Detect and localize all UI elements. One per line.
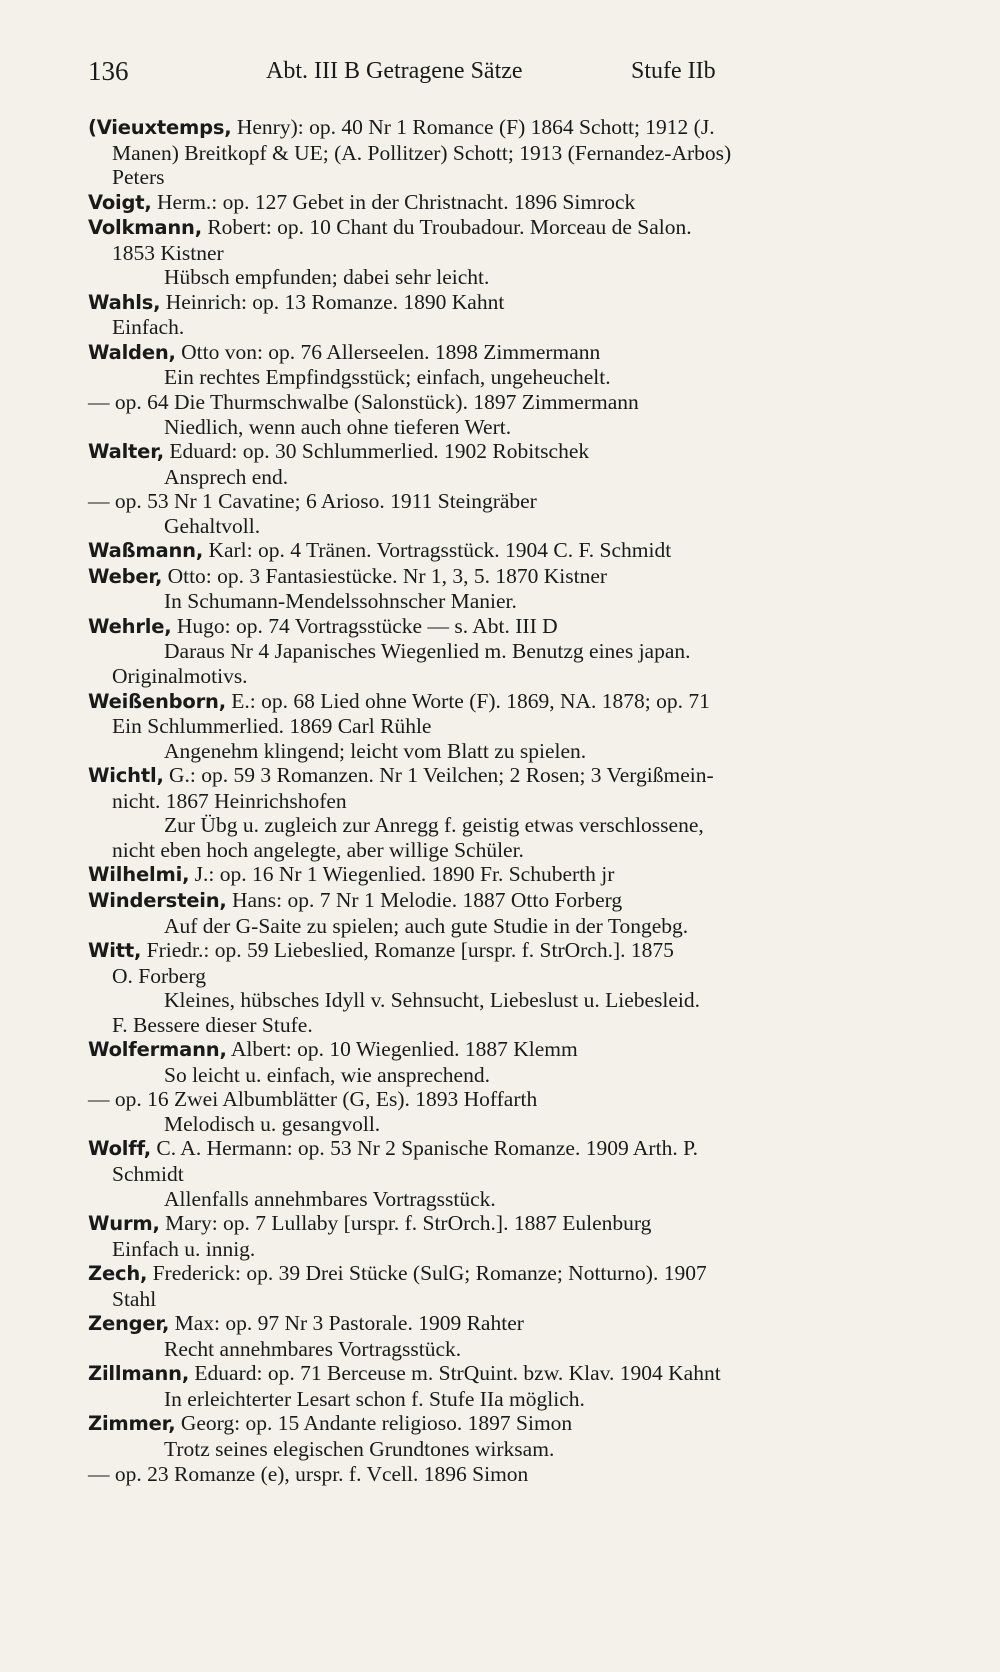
entry-continuation: 1853 Kistner <box>112 240 224 265</box>
composer-name: Zech, <box>88 1262 148 1286</box>
work-details: Eduard: op. 30 Schlummerlied. 1902 Robitschek <box>163 439 590 464</box>
composer-name: Winderstein, <box>88 888 227 912</box>
work-details: — op. 23 Romanze (e), urspr. f. Vcell. 1896 Simon <box>88 1461 529 1486</box>
entry-continuation: Originalmotivs. <box>112 664 248 689</box>
work-details: Herm.: op. 127 Gebet in der Christnacht. 1896 Simrock <box>151 189 636 214</box>
entry-head-line <box>88 115 928 141</box>
entry-continuation: Einfach. <box>112 315 185 340</box>
entry-comment: Zur Übg u. zugleich zur Anregg f. geistig etwas verschlossene, <box>164 813 704 838</box>
entry-weissenborn <box>88 689 928 764</box>
entry-list <box>88 115 928 1486</box>
entry-head-line <box>88 489 928 514</box>
entry-head-line <box>88 439 928 465</box>
entry-continuation: nicht eben hoch angelegte, aber willige Schüler. <box>112 837 524 862</box>
work-details: Mary: op. 7 Lullaby [urspr. f. StrOrch.]. 1887 Eulenburg <box>159 1211 652 1236</box>
composer-name: Wehrle, <box>88 614 172 638</box>
composer-name: (Vieuxtemps, <box>88 116 232 139</box>
composer-name: Waßmann, <box>88 539 204 563</box>
entry-head-line <box>88 1136 928 1162</box>
entry-comment: Angenehm klingend; leicht vom Blatt zu spielen. <box>164 738 587 763</box>
work-details: Otto: op. 3 Fantasiestücke. Nr 1, 3, 5. 1870 Kistner <box>162 563 608 588</box>
entry-continuation: Einfach u. innig. <box>112 1236 256 1261</box>
work-details: Hans: op. 7 Nr 1 Melodie. 1887 Otto Forberg <box>226 887 623 912</box>
entry-continuation: Schmidt <box>112 1161 184 1186</box>
entry-head-line <box>88 1261 928 1287</box>
entry-head-line <box>88 938 928 964</box>
work-details: — op. 64 Die Thurmschwalbe (Salonstück). 1897 Zimmermann <box>88 390 639 415</box>
work-details: — op. 53 Nr 1 Cavatine; 6 Arioso. 1911 Steingräber <box>88 489 537 514</box>
work-details: Heinrich: op. 13 Romanze. 1890 Kahnt <box>160 289 505 314</box>
work-details: E.: op. 68 Lied ohne Worte (F). 1869, NA. 1878; op. 71 <box>225 688 710 713</box>
entry-walter <box>88 439 928 538</box>
entry-head-line <box>88 564 928 590</box>
composer-name: Wichtl, <box>88 764 164 788</box>
work-details: Karl: op. 4 Tränen. Vortragsstück. 1904 C. F. Schmidt <box>203 538 672 563</box>
entry-head-line <box>88 538 928 564</box>
composer-name: Voigt, <box>88 190 152 214</box>
entry-head-line <box>88 1462 928 1487</box>
composer-name: Weißenborn, <box>88 689 226 713</box>
entry-comment: Ein rechtes Empfindgsstück; einfach, ungeheuchelt. <box>164 365 611 390</box>
entry-zenger <box>88 1311 928 1361</box>
entry-comment: Allenfalls annehmbares Vortragsstück. <box>164 1186 496 1211</box>
entry-voigt <box>88 190 928 216</box>
work-details: Otto von: op. 76 Allerseelen. 1898 Zimmermann <box>175 339 601 364</box>
composer-name: Zillmann, <box>88 1362 190 1386</box>
composer-name: Witt, <box>88 939 142 963</box>
entry-comment: Melodisch u. gesangvoll. <box>164 1111 381 1136</box>
work-details: Georg: op. 15 Andante religioso. 1897 Simon <box>175 1411 573 1436</box>
entry-head-line <box>88 862 928 888</box>
entry-head-line <box>88 1411 928 1437</box>
entry-head-line <box>88 1087 928 1112</box>
entry-wassmann <box>88 538 928 564</box>
work-details: Eduard: op. 71 Berceuse m. StrQuint. bzw. Klav. 1904 Kahnt <box>189 1361 721 1386</box>
entry-comment: In erleichterter Lesart schon f. Stufe IIa möglich. <box>164 1386 585 1411</box>
entry-head-line <box>88 689 928 715</box>
work-details: Hugo: op. 74 Vortragsstücke — s. Abt. III D <box>171 613 558 638</box>
work-details: Friedr.: op. 59 Liebeslied, Romanze [urspr. f. StrOrch.]. 1875 <box>141 938 674 963</box>
work-details: — op. 16 Zwei Albumblätter (G, Es). 1893 Hoffarth <box>88 1087 538 1112</box>
entry-zimmer <box>88 1411 928 1486</box>
entry-vieuxtemps <box>88 115 928 190</box>
entry-comment: In Schumann-Mendelssohnscher Manier. <box>164 589 517 614</box>
entry-comment: Trotz seines elegischen Grundtones wirksam. <box>164 1436 555 1461</box>
composer-name: Walter, <box>88 440 164 464</box>
entry-head-line <box>88 215 928 241</box>
entry-head-line <box>88 1361 928 1387</box>
work-details: C. A. Hermann: op. 53 Nr 2 Spanische Romanze. 1909 Arth. P. <box>151 1136 699 1161</box>
entry-wolfermann <box>88 1037 928 1136</box>
composer-name: Wolff, <box>88 1137 152 1161</box>
entry-head-line <box>88 614 928 640</box>
entry-head-line <box>88 390 928 415</box>
composer-name: Weber, <box>88 564 163 588</box>
entry-comment: Recht annehmbares Vortragsstück. <box>164 1336 462 1361</box>
entry-wehrle <box>88 614 928 689</box>
entry-comment: Hübsch empfunden; dabei sehr leicht. <box>164 265 490 290</box>
entry-head-line <box>88 190 928 216</box>
composer-name: Wurm, <box>88 1212 160 1236</box>
entry-head-line <box>88 290 928 316</box>
entry-wilhelmi <box>88 862 928 888</box>
entry-head-line <box>88 763 928 789</box>
entry-wurm <box>88 1211 928 1261</box>
page-number: 136 <box>88 56 129 86</box>
page-header <box>88 52 928 92</box>
entry-comment: So leicht u. einfach, wie ansprechend. <box>164 1062 490 1087</box>
entry-comment: Kleines, hübsches Idyll v. Sehnsucht, Liebeslust u. Liebesleid. <box>164 988 701 1013</box>
entry-zillmann <box>88 1361 928 1411</box>
entry-continuation: Peters <box>112 165 165 190</box>
entry-continuation: Manen) Breitkopf & UE; (A. Pollitzer) Schott; 1913 (Fernandez-Arbos) <box>112 140 732 165</box>
composer-name: Zenger, <box>88 1312 170 1336</box>
entry-comment: Ansprech end. <box>164 464 289 489</box>
composer-name: Walden, <box>88 340 176 364</box>
composer-name: Wahls, <box>88 290 161 314</box>
work-details: Henry): op. 40 Nr 1 Romance (F) 1864 Schott; 1912 (J. <box>231 115 715 139</box>
work-details: Frederick: op. 39 Drei Stücke (SulG; Romanze; Notturno). 1907 <box>147 1261 707 1286</box>
entry-comment: Niedlich, wenn auch ohne tieferen Wert. <box>164 414 512 439</box>
work-details: Max: op. 97 Nr 3 Pastorale. 1909 Rahter <box>169 1311 524 1336</box>
work-details: Robert: op. 10 Chant du Troubadour. Morceau de Salon. <box>201 215 692 240</box>
entry-witt <box>88 938 928 1037</box>
entry-comment: Daraus Nr 4 Japanisches Wiegenlied m. Benutzg eines japan. <box>164 639 691 664</box>
entry-continuation: Stahl <box>112 1286 157 1311</box>
entry-head-line <box>88 1311 928 1337</box>
section-title: Abt. III B Getragene Sätze <box>266 58 523 84</box>
entry-continuation: Ein Schlummerlied. 1869 Carl Rühle <box>112 714 432 739</box>
composer-name: Wolfermann, <box>88 1038 227 1062</box>
work-details: G.: op. 59 3 Romanzen. Nr 1 Veilchen; 2 Rosen; 3 Vergißmein- <box>163 763 714 788</box>
entry-wahls <box>88 290 928 340</box>
entry-winderstein <box>88 888 928 938</box>
entry-comment: Auf der G-Saite zu spielen; auch gute Studie in der Tongebg. <box>164 913 689 938</box>
composer-name: Wilhelmi, <box>88 863 190 887</box>
entry-head-line <box>88 340 928 366</box>
entry-zech <box>88 1261 928 1311</box>
entry-weber <box>88 564 928 614</box>
entry-wolff <box>88 1136 928 1211</box>
work-details: J.: op. 16 Nr 1 Wiegenlied. 1890 Fr. Schuberth jr <box>189 862 615 887</box>
entry-wichtl <box>88 763 928 862</box>
entry-comment: Gehaltvoll. <box>164 513 261 538</box>
entry-continuation: nicht. 1867 Heinrichshofen <box>112 788 347 813</box>
entry-head-line <box>88 888 928 914</box>
entry-continuation: F. Bessere dieser Stufe. <box>112 1012 313 1037</box>
entry-walden <box>88 340 928 439</box>
composer-name: Volkmann, <box>88 216 202 240</box>
entry-volkmann <box>88 215 928 290</box>
stage-label: Stufe IIb <box>631 58 716 84</box>
entry-continuation: O. Forberg <box>112 963 206 988</box>
entry-head-line <box>88 1037 928 1063</box>
entry-head-line <box>88 1211 928 1237</box>
work-details: Albert: op. 10 Wiegenlied. 1887 Klemm <box>226 1037 578 1062</box>
composer-name: Zimmer, <box>88 1412 176 1436</box>
